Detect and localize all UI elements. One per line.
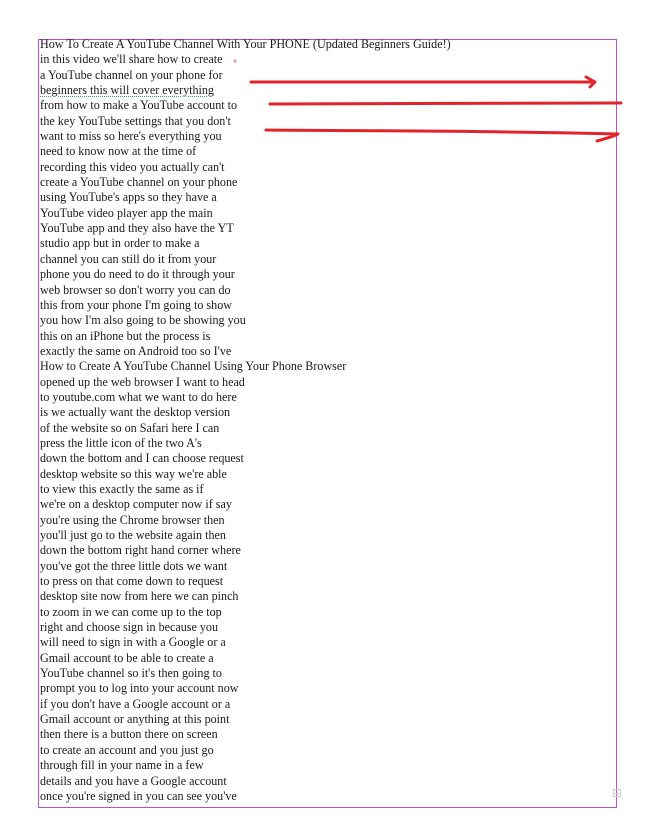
text-line: this on an iPhone but the process is [40,328,211,343]
text-line: down the bottom right hand corner where [40,543,241,558]
text-line: exactly the same on Android too so I've [40,343,232,358]
text-line: once you're signed in you can see you've [40,788,237,803]
text-line: phone you do need to do it through your [40,267,235,282]
text-line: a YouTube channel on your phone for [40,67,223,82]
text-line: create a YouTube channel on your phone [40,175,238,190]
text-line: YouTube video player app the main [40,205,213,220]
text-line: desktop site now from here we can pinch [40,589,239,604]
text-line: details and you have a Google account [40,773,227,788]
text-line: this from your phone I'm going to show [40,297,232,312]
text-line: is we actually want the desktop version [40,405,231,420]
text-line: to press on that come down to request [40,574,224,589]
text-line: Gmail account to be able to create a [40,650,214,665]
text-line: if you don't have a Google account or a [40,696,231,711]
text-line: in this video we'll share how to create [40,52,223,67]
text-line: from how to make a YouTube account to [40,98,238,113]
text-line: studio app but in order to make a [40,236,200,251]
text-line: to create an account and you just go [40,742,214,757]
text-line: recording this video you actually can't [40,159,225,174]
text-line: then there is a button there on screen [40,727,218,742]
section-heading: How to Create A YouTube Channel Using Your Phone Browser [40,359,347,374]
text-line: want to miss so here's everything you [40,129,222,144]
text-line: to youtube.com what we want to do here [40,389,237,404]
text-line: through fill in your name in a few [40,758,204,773]
text-line: you're using the Chrome browser then [40,512,225,527]
text-line: down the bottom and I can choose request [40,451,244,466]
text-line: will need to sign in with a Google or a [40,635,226,650]
document-text[interactable] [40,37,600,804]
text-line: opened up the web browser I want to head [40,374,245,389]
text-line: YouTube channel so it's then going to [40,666,222,681]
text-line: web browser so don't worry you can do [40,282,231,297]
text-line: using YouTube's apps so they have a [40,190,217,205]
text-line: Gmail account or anything at this point [40,712,230,727]
text-line: the key YouTube settings that you don't [40,113,231,128]
text-line: right and choose sign in because you [40,620,219,635]
text-line: you've got the three little dots we want [40,558,228,573]
text-line: we're on a desktop computer now if say [40,497,232,512]
text-line: you'll just go to the website again then [40,528,226,542]
text-line: prompt you to log into your account now [40,681,239,696]
text-line: press the little icon of the two A's [40,435,202,450]
text-line: channel you can still do it from your [40,251,217,266]
text-line: desktop website so this way we're able [40,466,227,481]
text-line: you how I'm also going to be showing you [40,313,246,328]
text-line: of the website so on Safari here I can [40,420,220,435]
text-line: to zoom in we can come up to the top [40,604,222,619]
text-line: to view this exactly the same as if [40,481,204,496]
text-line: beginners this will cover everything [40,83,214,98]
document-title: How To Create A YouTube Channel With Your PHONE (Updated Beginners Guide!) [40,37,451,51]
text-line: YouTube app and they also have the YT [40,221,234,236]
page-corner-icon [613,789,621,797]
text-line: need to know now at the time of [40,144,197,159]
